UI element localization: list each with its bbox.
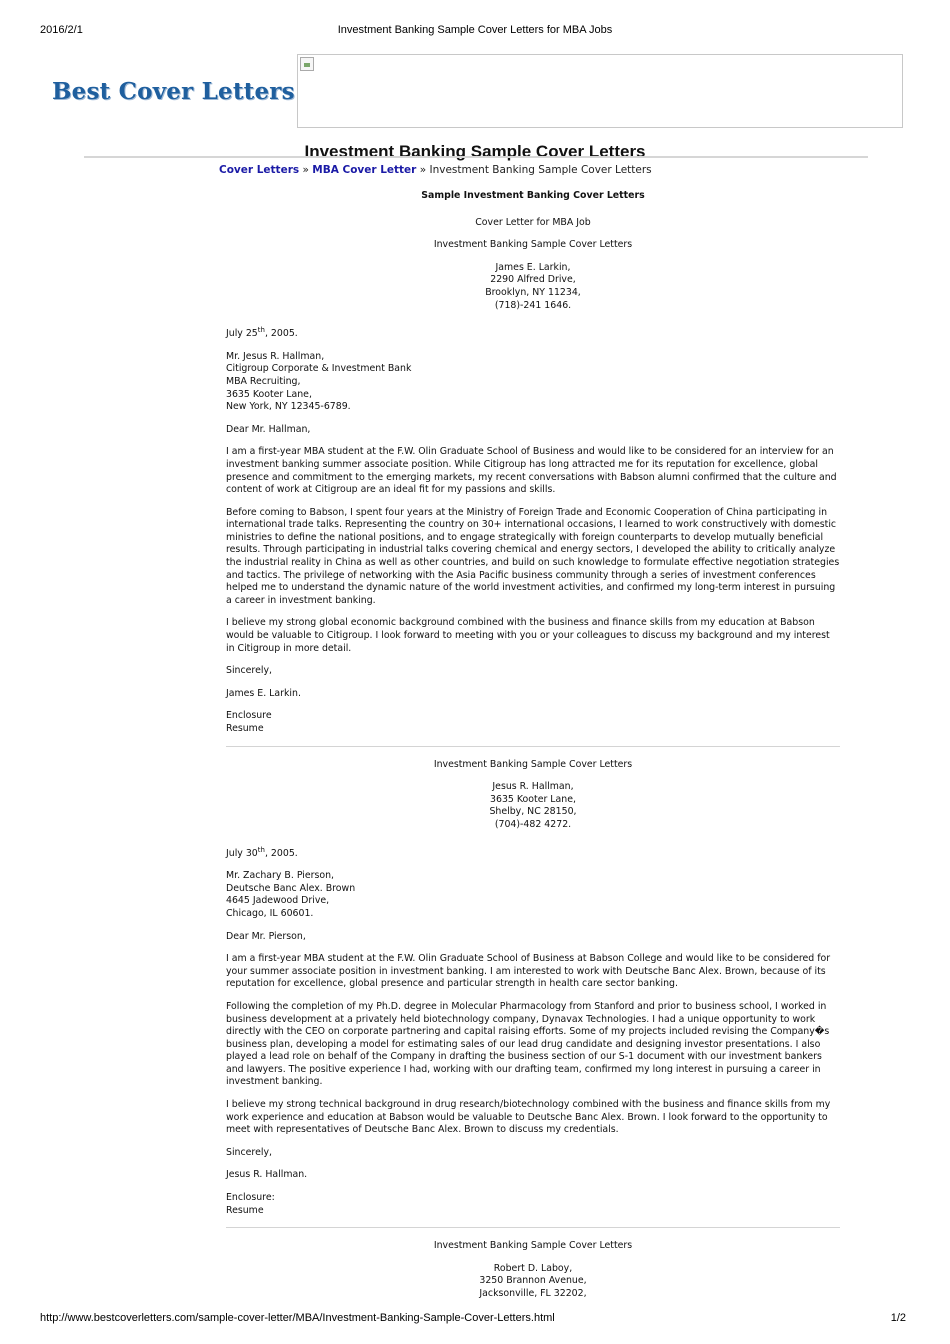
breadcrumb-link-cover-letters[interactable]: Cover Letters bbox=[219, 164, 300, 176]
body-paragraph: I am a first-year MBA student at the F.W. Olin Graduate School of Business and would like to be considered for an interview for an investment banking summer associate position. While Citigroup has long attracted me for its reputation for excellence, global presence and commitment to the emerging markets, my recent conversations with Babson alumni confirmed that the culture and content of work at Citigroup are an ideal fit for my passions and skills. bbox=[226, 446, 837, 496]
letter-divider bbox=[226, 1227, 840, 1228]
body-paragraph: I believe my strong global economic background combined with the business and finance skills from my education at Babson would be valuable to Citigroup. I look forward to meeting with you or your colleagues to discuss my background and my interest in Citigroup in more detail. bbox=[226, 617, 830, 654]
page-number: 1/2 bbox=[890, 1312, 906, 1324]
enclosure: Enclosure Resume bbox=[226, 710, 272, 734]
letter-date: July 25th, 2005. bbox=[226, 326, 298, 340]
signature: James E. Larkin. bbox=[226, 687, 301, 699]
signature: Jesus R. Hallman. bbox=[226, 1169, 308, 1181]
cover-letter-3 bbox=[226, 1240, 840, 1300]
breadcrumb-link-mba-cover-letter[interactable]: MBA Cover Letter bbox=[312, 164, 417, 176]
print-title: Investment Banking Sample Cover Letters for MBA Jobs bbox=[337, 24, 613, 36]
broken-image-icon bbox=[300, 57, 314, 71]
letter-divider bbox=[226, 746, 840, 747]
closing: Sincerely, bbox=[226, 1146, 272, 1158]
breadcrumb-current: Investment Banking Sample Cover Letters bbox=[429, 164, 652, 176]
enclosure: Enclosure: Resume bbox=[226, 1192, 275, 1216]
letter-caption: Investment Banking Sample Cover Letters bbox=[433, 758, 633, 770]
salutation: Dear Mr. Hallman, bbox=[226, 423, 311, 435]
section-heading: Sample Investment Banking Cover Letters bbox=[421, 190, 645, 201]
page-title: Investment Banking Sample Cover Letters bbox=[304, 142, 646, 162]
breadcrumb-separator: » bbox=[302, 164, 309, 176]
body-paragraph: Before coming to Babson, I spent four years at the Ministry of Foreign Trade and Economic Cooperation of China participating in international trade talks. Representing the country on 30+ international occasions, I learned to work constructively with domestic ministries to define the national positions, and to engage strategically with foreign counterparts to develop mutually beneficial results. Through participating in industrial talks covering chemical and energy sectors, I developed the ability to critically analyze the industrial reality in China as well as other countries, and build on such knowledge to formulate effective negotiation strategies and tactics. The privilege of networking with the Asia Pacific business community through a series of investment conferences helped me to understand the dynamic nature of the world investment activities, and confirmed my long-term interest in pursuing a career in investment banking. bbox=[226, 506, 840, 606]
body-paragraph: Following the completion of my Ph.D. degree in Molecular Pharmacology from Stanford and prior to business school, I worked in business development at a privately held biotechnology company, Dynavax Technologies. I had a unique opportunity to work directly with the CEO on corporate partnering and capital raising efforts. Some of my projects included revising the Company�s business plan, developing a model for estimating sales of our lead drug candidate and designing investor presentations. I also played a lead role on behalf of the Company in drafting the business section of our S-1 document with our investment bankers and lawyers. The positive experience I had, working with our drafting team, confirmed my long interest in pursuing a career in investment banking. bbox=[226, 1000, 830, 1088]
banner-image[interactable] bbox=[297, 54, 903, 128]
article-content bbox=[226, 190, 840, 1311]
breadcrumb bbox=[219, 164, 652, 176]
page-url: http://www.bestcoverletters.com/sample-cover-letter/MBA/Investment-Banking-Sample-Cover-Letters.html bbox=[40, 1312, 555, 1324]
body-paragraph: I believe my strong technical background in drug research/biotechnology combined with the business and finance skills from my work experience and education at Babson would be valuable to Deutsche Banc Alex. Brown. I look forward to the opportunity to meet with representatives of Deutsche Banc Alex. Brown to discuss my credentials. bbox=[226, 1099, 831, 1136]
title-divider bbox=[84, 156, 868, 158]
recipient-address: Mr. Zachary B. Pierson, Deutsche Banc Alex. Brown 4645 Jadewood Drive, Chicago, IL 60601. bbox=[226, 870, 356, 919]
closing: Sincerely, bbox=[226, 665, 272, 677]
cover-letter-2 bbox=[226, 759, 840, 1218]
letter-date: July 30th, 2005. bbox=[226, 845, 298, 859]
sender-address: Jesus R. Hallman, 3635 Kooter Lane, Shelby, NC 28150, (704)-482 4272. bbox=[489, 781, 577, 830]
letter-caption: Investment Banking Sample Cover Letters bbox=[433, 1240, 633, 1252]
cover-letter-1 bbox=[226, 239, 840, 735]
recipient-address: Mr. Jesus R. Hallman, Citigroup Corporate & Investment Bank MBA Recruiting, 3635 Kooter Lane, New York, NY 12345-6789. bbox=[226, 350, 412, 413]
sender-address: Robert D. Laboy, 3250 Brannon Avenue, Jacksonville, FL 32202, bbox=[479, 1262, 587, 1299]
print-date: 2016/2/1 bbox=[40, 24, 83, 36]
section-subheading: Cover Letter for MBA Job bbox=[475, 216, 591, 228]
breadcrumb-separator: » bbox=[419, 164, 427, 176]
salutation: Dear Mr. Pierson, bbox=[226, 930, 306, 942]
body-paragraph: I am a first-year MBA student at the F.W. Olin Graduate School of Business at Babson College and would like to be considered for your summer associate position in investment banking. I am interested to work with Deutsche Banc Alex. Brown, because of its reputation for excellence, global presence and particular strength in health care sector banking. bbox=[226, 953, 831, 990]
site-logo[interactable]: Best Cover Letters bbox=[52, 78, 295, 105]
letter-caption: Investment Banking Sample Cover Letters bbox=[433, 239, 633, 251]
sender-address: James E. Larkin, 2290 Alfred Drive, Brooklyn, NY 11234, (718)-241 1646. bbox=[485, 261, 581, 311]
